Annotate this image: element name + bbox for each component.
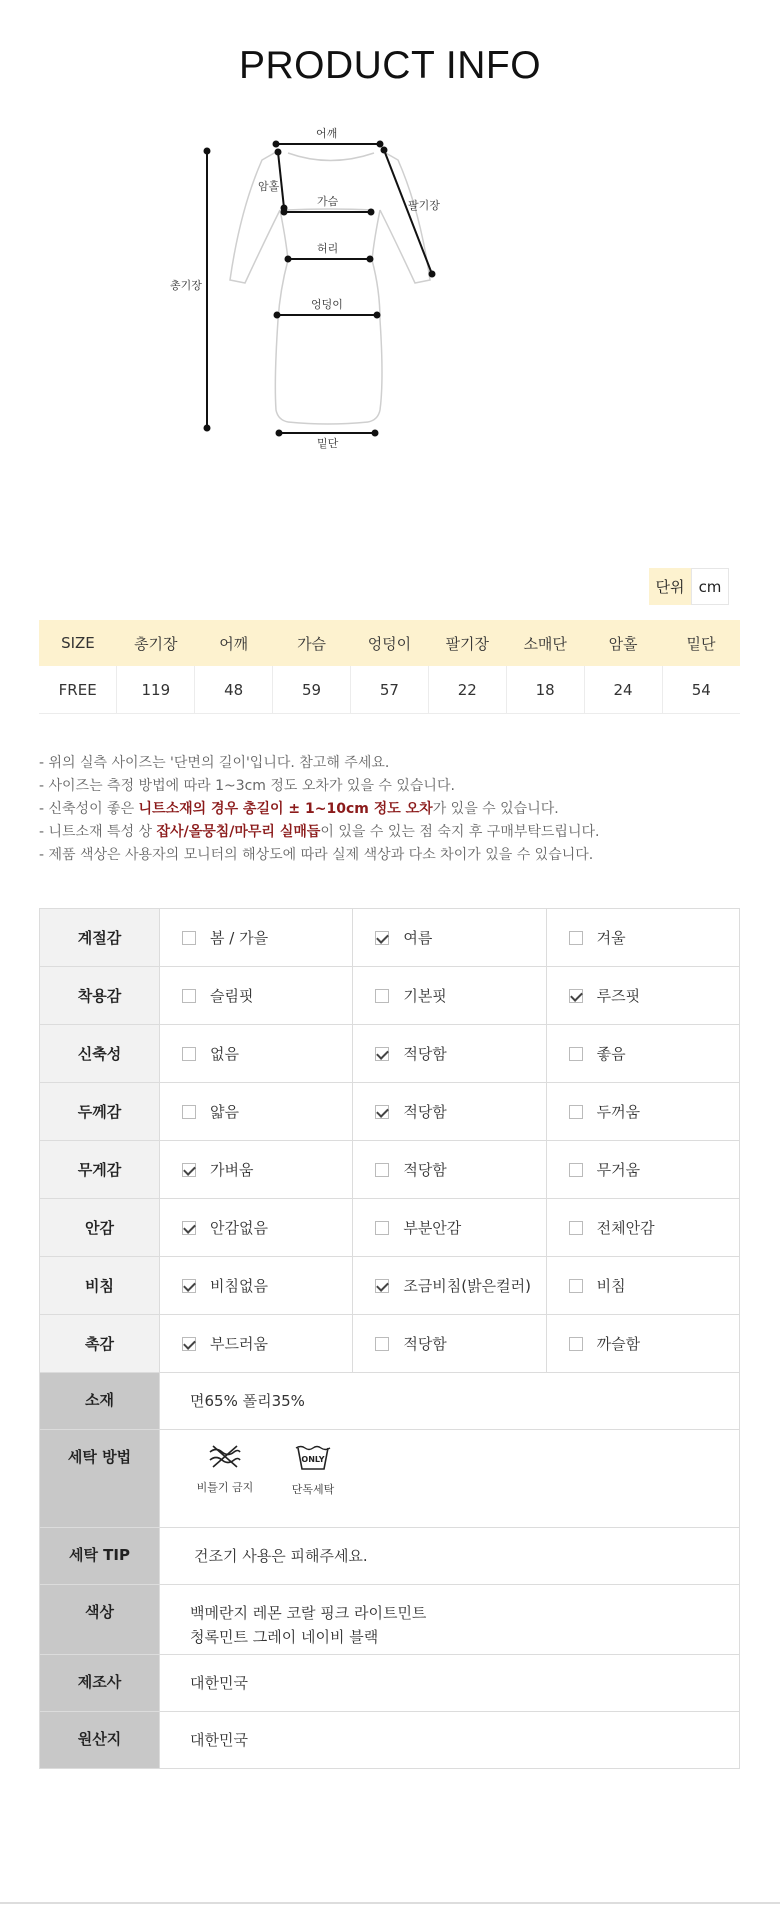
attribute-option [353, 909, 546, 967]
attribute-option [353, 1141, 546, 1199]
column-header: 어깨 [195, 620, 273, 666]
unit-label: 단위 [649, 568, 691, 605]
only-wash-icon [295, 1444, 331, 1472]
label-chest: 가슴 [317, 195, 339, 208]
care-item-no-wring [190, 1444, 260, 1502]
attribute-option [160, 1199, 353, 1257]
unit-value: cm [691, 568, 729, 605]
option-label: 비침 [596, 1277, 626, 1295]
attribute-option [353, 1315, 546, 1373]
table-cell: 24 [584, 666, 662, 714]
table-cell: FREE [39, 666, 117, 714]
column-header: 밑단 [662, 620, 740, 666]
attribute-option [160, 967, 353, 1025]
attribute-option [546, 1025, 739, 1083]
option-label: 전체안감 [596, 1219, 655, 1237]
attribute-option [353, 1083, 546, 1141]
detail-row-manufacturer [40, 1655, 740, 1712]
attribute-label: 무게감 [40, 1141, 160, 1199]
column-header: 총기장 [117, 620, 195, 666]
checked-checkbox [182, 1337, 196, 1351]
detail-value: 면65% 폴리35% [160, 1373, 740, 1430]
attribute-option [546, 909, 739, 967]
table-cell: 59 [273, 666, 351, 714]
attribute-option [160, 1083, 353, 1141]
detail-row-color [40, 1585, 740, 1655]
unchecked-checkbox [182, 931, 196, 945]
unchecked-checkbox [569, 931, 583, 945]
checked-checkbox [182, 1163, 196, 1177]
unchecked-checkbox [182, 989, 196, 1003]
measurement-diagram [170, 127, 580, 560]
checked-checkbox [182, 1279, 196, 1293]
detail-label: 색상 [40, 1585, 160, 1655]
note-highlight: 니트소재의 경우 총길이 ± 1~10cm 정도 오차 [138, 801, 433, 817]
option-label: 가벼움 [210, 1161, 254, 1179]
note-highlight: 잡사/올뭉침/마무리 실매듭 [156, 824, 321, 840]
unchecked-checkbox [375, 989, 389, 1003]
attribute-label: 비침 [40, 1257, 160, 1315]
option-label: 비침없음 [210, 1277, 268, 1295]
attribute-row [40, 1025, 740, 1083]
option-label: 얇음 [210, 1103, 239, 1121]
attribute-label: 두께감 [40, 1083, 160, 1141]
table-cell: 54 [662, 666, 740, 714]
attribute-option [353, 1199, 546, 1257]
option-label: 적당함 [403, 1045, 447, 1063]
attribute-option [546, 1083, 739, 1141]
option-label: 없음 [210, 1045, 239, 1063]
care-icons [190, 1444, 738, 1502]
attribute-option [546, 1199, 739, 1257]
care-item-only-wash [278, 1444, 348, 1502]
color-line: 청록민트 그레이 네이비 블랙 [190, 1628, 379, 1646]
size-notes [39, 752, 759, 867]
option-label: 부분안감 [403, 1219, 462, 1237]
unchecked-checkbox [182, 1047, 196, 1061]
unchecked-checkbox [375, 1163, 389, 1177]
unchecked-checkbox [569, 1221, 583, 1235]
attribute-row [40, 1315, 740, 1373]
attribute-label: 신축성 [40, 1025, 160, 1083]
checked-checkbox [569, 989, 583, 1003]
attribute-option [353, 967, 546, 1025]
column-header: 소매단 [506, 620, 584, 666]
attribute-option [353, 1025, 546, 1083]
label-armhole: 암홀 [258, 180, 280, 193]
attribute-row [40, 1083, 740, 1141]
note-line: - 사이즈는 측정 방법에 따라 1~3cm 정도 오차가 있을 수 있습니다. [39, 778, 455, 794]
detail-label: 세탁 방법 [40, 1430, 160, 1528]
svg-text:ONLY: ONLY [301, 1455, 325, 1464]
table-cell: 18 [506, 666, 584, 714]
detail-label: 원산지 [40, 1712, 160, 1769]
column-header: 가슴 [273, 620, 351, 666]
table-cell: 48 [195, 666, 273, 714]
option-label: 두꺼움 [596, 1103, 641, 1121]
detail-label: 세탁 TIP [40, 1528, 160, 1585]
option-label: 적당함 [403, 1103, 447, 1121]
attribute-label: 착용감 [40, 967, 160, 1025]
checked-checkbox [375, 1047, 389, 1061]
checked-checkbox [375, 1105, 389, 1119]
column-header: 엉덩이 [351, 620, 429, 666]
product-attributes-table [39, 908, 740, 1769]
checked-checkbox [375, 931, 389, 945]
attribute-row [40, 967, 740, 1025]
option-label: 부드러움 [210, 1335, 268, 1353]
attribute-option [546, 1257, 739, 1315]
detail-value: 대한민국 [160, 1712, 740, 1769]
label-hip: 엉덩이 [311, 298, 343, 311]
bottom-divider [0, 1902, 780, 1904]
attribute-option [160, 1315, 353, 1373]
note-line: - 신축성이 좋은 니트소재의 경우 총길이 ± 1~10cm 정도 오차가 있을 수 있습니다. [39, 801, 559, 817]
option-label: 루즈핏 [596, 987, 641, 1005]
label-total-length: 총기장 [170, 279, 202, 292]
option-label: 봄 / 가을 [210, 929, 269, 947]
unchecked-checkbox [375, 1337, 389, 1351]
color-line: 백메란지 레몬 코랄 핑크 라이트민트 [190, 1604, 427, 1622]
attribute-option [546, 1141, 739, 1199]
note-line: - 니트소재 특성 상 잡사/올뭉침/마무리 실매듭이 있을 수 있는 점 숙지 후 구매부탁드립니다. [39, 824, 600, 840]
detail-row-wash-tip [40, 1528, 740, 1585]
checked-checkbox [375, 1279, 389, 1293]
attribute-row [40, 1141, 740, 1199]
attribute-option [546, 1315, 739, 1373]
label-sleeve: 팔기장 [408, 199, 440, 212]
checked-checkbox [182, 1221, 196, 1235]
detail-value: 대한민국 [160, 1655, 740, 1712]
unchecked-checkbox [569, 1105, 583, 1119]
care-text: 단독세탁 [291, 1483, 335, 1496]
option-label: 겨울 [596, 929, 626, 947]
unit-badge [649, 568, 729, 605]
table-cell: 22 [428, 666, 506, 714]
detail-label: 소재 [40, 1373, 160, 1430]
label-shoulder: 어깨 [316, 127, 338, 140]
option-label: 안감없음 [210, 1219, 268, 1237]
detail-row-washing [40, 1430, 740, 1528]
table-row [39, 666, 740, 714]
option-label: 슬림핏 [210, 987, 254, 1005]
column-header: 암홀 [584, 620, 662, 666]
table-cell: 57 [351, 666, 429, 714]
column-header: 팔기장 [428, 620, 506, 666]
detail-value: 건조기 사용은 피해주세요. [160, 1528, 740, 1585]
option-label: 좋음 [596, 1045, 626, 1063]
unchecked-checkbox [569, 1279, 583, 1293]
care-text: 비틀기 금지 [196, 1481, 254, 1494]
label-waist: 허리 [317, 242, 339, 255]
measure-lines [205, 142, 435, 436]
option-label: 까슬함 [596, 1335, 641, 1353]
attribute-label: 계절감 [40, 909, 160, 967]
label-hem: 밑단 [317, 437, 339, 450]
option-label: 무거움 [596, 1161, 641, 1179]
size-table [39, 620, 740, 714]
note-line: - 제품 색상은 사용자의 모니터의 해상도에 따라 실제 색상과 다소 차이가 있을 수 있습니다. [39, 847, 594, 863]
note-line: - 위의 실측 사이즈는 '단면의 길이'입니다. 참고해 주세요. [39, 755, 390, 771]
column-header: SIZE [39, 620, 117, 666]
detail-label: 제조사 [40, 1655, 160, 1712]
attribute-option [353, 1257, 546, 1315]
unchecked-checkbox [182, 1105, 196, 1119]
option-label: 기본핏 [403, 987, 447, 1005]
attribute-option [546, 967, 739, 1025]
attribute-option [160, 909, 353, 967]
unchecked-checkbox [569, 1163, 583, 1177]
detail-row-origin [40, 1712, 740, 1769]
option-label: 여름 [403, 929, 433, 947]
unchecked-checkbox [569, 1337, 583, 1351]
detail-row-material [40, 1373, 740, 1430]
table-cell: 119 [117, 666, 195, 714]
attribute-label: 촉감 [40, 1315, 160, 1373]
option-label: 적당함 [403, 1335, 447, 1353]
attribute-row [40, 1257, 740, 1315]
unchecked-checkbox [375, 1221, 389, 1235]
option-label: 조금비침(밝은컬러) [403, 1277, 531, 1295]
unchecked-checkbox [569, 1047, 583, 1061]
option-label: 적당함 [403, 1161, 447, 1179]
no-wring-icon [207, 1444, 243, 1470]
attribute-option [160, 1257, 353, 1315]
attribute-label: 안감 [40, 1199, 160, 1257]
page-title: PRODUCT INFO [238, 44, 542, 87]
size-table-header [39, 620, 740, 666]
attribute-row [40, 909, 740, 967]
attribute-option [160, 1025, 353, 1083]
attribute-row [40, 1199, 740, 1257]
attribute-option [160, 1141, 353, 1199]
